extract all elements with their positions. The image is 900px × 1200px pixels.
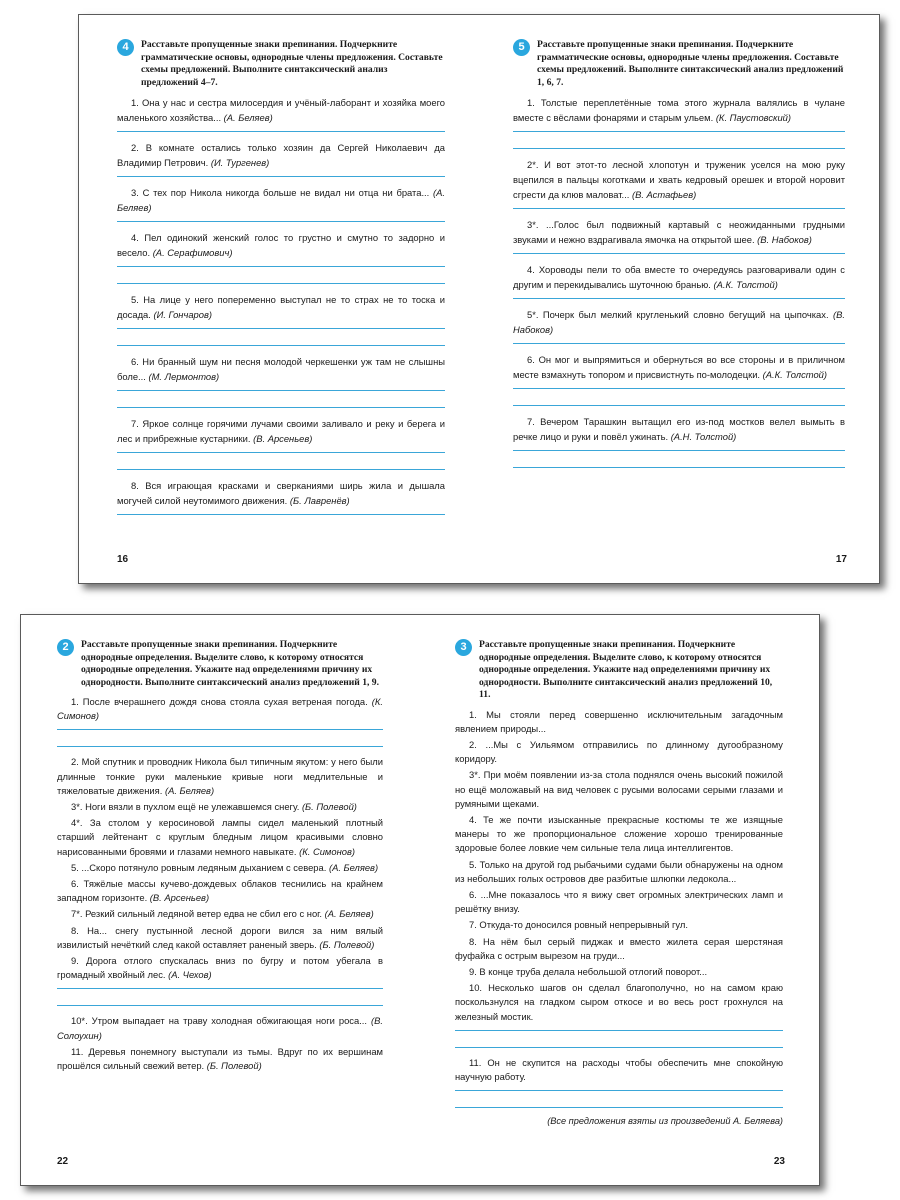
answer-line bbox=[117, 452, 445, 453]
page-number: 22 bbox=[57, 1156, 69, 1167]
sentence-author: (А. Беляев) bbox=[324, 908, 374, 920]
answer-line bbox=[117, 221, 445, 222]
exercise-item bbox=[117, 416, 445, 470]
exercise-item bbox=[513, 414, 845, 468]
answer-line bbox=[117, 283, 445, 284]
sentence-author: (Б. Полевой) bbox=[206, 1060, 262, 1072]
sentence-text: 4. Пел одинокий женский голос то грустно и смутно то задорно и весело. bbox=[117, 232, 445, 258]
answer-lines bbox=[117, 514, 445, 515]
answer-lines bbox=[117, 266, 445, 284]
answer-lines bbox=[513, 388, 845, 406]
sentence-text: 6. Он мог и выпрямиться и обернуться во все стороны и в приличном месте взмахнуть топором и присвистнуть по-молодецки. bbox=[513, 354, 845, 380]
sentence-text: 1. После вчерашнего дождя снова стояла сухая ветреная погода. bbox=[71, 696, 368, 707]
sentence-text: 11. Деревья понемногу выступали из тьмы. Вдруг по их вершинам прошёлся сильный свежий ветер. bbox=[57, 1045, 383, 1072]
answer-lines bbox=[455, 1090, 783, 1108]
sentence-author: (А. Беляев) bbox=[164, 784, 215, 796]
exercise-item: 1. Мы стояли перед совершенно исключительным загадочным явлением природы... bbox=[455, 708, 783, 734]
answer-lines bbox=[57, 729, 383, 747]
exercise-item bbox=[57, 954, 383, 1006]
answer-line bbox=[513, 405, 845, 406]
exercise-item bbox=[513, 217, 845, 254]
answer-lines bbox=[513, 343, 845, 344]
sentence-author: (А.К. Толстой) bbox=[713, 279, 778, 290]
exercise-item bbox=[57, 755, 383, 798]
exercise-item bbox=[117, 478, 445, 515]
book-spread-22-23 bbox=[20, 614, 820, 1186]
sentence-author: (В. Арсеньев) bbox=[253, 433, 313, 444]
sentence-author: (М. Лермонтов) bbox=[148, 371, 220, 382]
exercise-item: 9. В конце труба делала небольшой отлогий поворот... bbox=[469, 965, 708, 977]
sentence-text: 7*. Резкий сильный ледяной ветер едва не сбил его с ног. bbox=[71, 908, 323, 920]
sentence-author: (В. Набоков) bbox=[513, 309, 845, 335]
exercise-item bbox=[57, 1045, 383, 1073]
sentence-author: (Б. Полевой) bbox=[301, 801, 357, 813]
task-instruction: Расставьте пропущенные знаки препинания. Подчеркните грамматические основы, однородные члены предложения. Составьте схемы предложений. Выполните синтаксический анализ предложений 4–7. bbox=[141, 39, 443, 88]
answer-line bbox=[513, 253, 845, 254]
sentence-text: 3. С тех пор Никола никогда больше не видал ни отца ни брата... bbox=[131, 187, 430, 198]
answer-lines bbox=[117, 390, 445, 408]
exercise-item bbox=[513, 157, 845, 209]
answer-lines bbox=[117, 328, 445, 346]
sentence-author: (К. Симонов) bbox=[57, 696, 384, 722]
sentence-text: 2. В комнате остались только хозяин да Сергей Николаевич да Владимир Петрович. bbox=[117, 142, 445, 168]
sentence-text: 3*. Ноги вязли в пухлом ещё не улежавшемся снегу. bbox=[71, 801, 300, 813]
sentence-text: 2*. И вот этот-то лесной хлопотун и труженик уселся на мою руку вцепился в пальцы коготками и хвать кедровый орешек и второй норовит сгрести да клюв маловат... bbox=[513, 159, 845, 200]
exercise-item: 3*. При моём появлении из-за стола поднялся очень высокий пожилой но ещё моложавый на вид человек с русыми волосами серыми глазами и румяными щеками. bbox=[455, 769, 783, 809]
answer-line bbox=[455, 1090, 783, 1091]
sentence-text: 7. Яркое солнце горячими лучами своими заливало и реку и берега и лес и прибрежные кустарники. bbox=[117, 418, 445, 444]
task-header-2 bbox=[57, 639, 383, 689]
answer-line bbox=[117, 390, 445, 391]
task-number-badge: 2 bbox=[57, 639, 74, 656]
answer-line bbox=[513, 450, 845, 451]
sentence-author: (В. Астафьев) bbox=[631, 189, 697, 200]
sentence-author: (А. Беляев) bbox=[117, 187, 446, 213]
exercise-item bbox=[513, 95, 845, 149]
task-instruction: Расставьте пропущенные знаки препинания. Подчеркните однородные определения. Выделите слово, к которому относятся однородные определения. Укажите над определениями причину их однородности. Выполните синтаксический анализ предложений 10, 11. bbox=[479, 639, 773, 700]
answer-line bbox=[455, 1047, 783, 1048]
answer-line bbox=[57, 746, 383, 747]
sentence-text: 5. На лице у него попеременно выступал не то страх не то тоска и досада. bbox=[117, 294, 445, 320]
answer-lines bbox=[513, 208, 845, 209]
exercise-item bbox=[57, 695, 383, 747]
page-number: 16 bbox=[117, 554, 129, 565]
sentence-author: (Б. Полевой) bbox=[319, 938, 375, 950]
sentence-text: 11. Он не скупится на расходы чтобы обеспечить мне спокойную научную работу. bbox=[455, 1056, 783, 1082]
answer-line bbox=[117, 176, 445, 177]
sentence-author: (К. Симонов) bbox=[299, 845, 355, 857]
answer-lines bbox=[513, 298, 845, 299]
answer-line bbox=[455, 1030, 783, 1031]
answer-lines bbox=[513, 131, 845, 149]
exercise-item: 2. ...Мы с Уильямом отправились по длинному дугообразному коридору. bbox=[455, 738, 783, 765]
sentence-text: 6. Тяжёлые массы кучево-дождевых облаков теснились на крайнем западном горизонте. bbox=[57, 878, 383, 904]
exercise-item bbox=[513, 352, 845, 406]
answer-lines bbox=[117, 452, 445, 470]
book-spread-16-17 bbox=[78, 14, 880, 584]
task-instruction: Расставьте пропущенные знаки препинания. Подчеркните однородные определения. Выделите слово, к которому относятся однородные определения. Укажите над определениями причину их однородности. Выполните синтаксический анализ предложений 1, 9. bbox=[81, 639, 379, 688]
sentence-text: 9. Дорога отлого спускалась вниз по бугру и потом убегала в громадный хвойный лес. bbox=[57, 955, 383, 981]
task-number-badge: 3 bbox=[455, 639, 472, 656]
answer-line bbox=[513, 208, 845, 209]
sentence-text: 7. Вечером Тарашкин вытащил его из-под мостков велел вымыть в речке лицо и руки и повёл ужинать. bbox=[513, 416, 845, 442]
answer-line bbox=[117, 345, 445, 346]
answer-line bbox=[455, 1107, 783, 1108]
sentence-text: 8. Вся играющая красками и сверканиями ширь жила и дышала могучей силой неутомимого движения. bbox=[117, 480, 445, 506]
answer-line bbox=[117, 514, 445, 515]
exercise-item bbox=[57, 877, 383, 905]
task-header-5 bbox=[513, 39, 845, 89]
sentence-author: (А.Н. Толстой) bbox=[670, 431, 737, 442]
exercise-item: 5. Только на другой год рыбачьими судами были обнаружены на одном из небольших голых островов две разбитые шлюпки ледокола... bbox=[455, 858, 783, 884]
page-number: 23 bbox=[773, 1156, 785, 1167]
answer-lines bbox=[117, 221, 445, 222]
answer-line bbox=[117, 407, 445, 408]
answer-line bbox=[57, 729, 383, 730]
exercise-item bbox=[513, 307, 845, 344]
answer-lines bbox=[513, 450, 845, 468]
answer-line bbox=[513, 343, 845, 344]
exercise-item bbox=[455, 1056, 783, 1108]
sentence-text: 1. Она у нас и сестра милосердия и учёный-лаборант и хозяйка моего маленького хозяйства... bbox=[117, 97, 445, 123]
exercise-item bbox=[57, 800, 383, 814]
task-header-4 bbox=[117, 39, 445, 89]
answer-line bbox=[513, 131, 845, 132]
exercise-item: 4. Те же почти изысканные прекрасные костюмы те же изящные манеры то же пропорциональное сложение хорошо тренированные здоровые более ловкие чем сильные тела лица интеллигентов. bbox=[455, 813, 783, 854]
sentence-author: (А. Чехов) bbox=[168, 969, 212, 981]
source-note: (Все предложения взяты из произведений А. Беляева) bbox=[547, 1116, 783, 1127]
exercise-item bbox=[117, 185, 445, 222]
sentence-author: (В. Арсеньев) bbox=[149, 892, 210, 904]
exercise-item bbox=[513, 262, 845, 299]
answer-line bbox=[513, 148, 845, 149]
exercise-item bbox=[57, 816, 383, 859]
page-number: 17 bbox=[835, 554, 847, 565]
sentence-author: (А. Серафимович) bbox=[152, 247, 233, 258]
sentence-author: (Б. Лавренёв) bbox=[289, 495, 350, 506]
sentence-author: (А. Беляев) bbox=[223, 112, 273, 123]
exercise-item bbox=[455, 981, 783, 1048]
task-instruction: Расставьте пропущенные знаки препинания. Подчеркните грамматические основы, однородные члены предложения. Составьте схемы предложений. Выполните синтаксический анализ предложений 1, 6, 7. bbox=[537, 39, 844, 88]
answer-line bbox=[57, 988, 383, 989]
sentence-text: 4. Хороводы пели то оба вместе то очередуясь разговаривали один с другим и перекидывались шуточною бранью. bbox=[513, 264, 845, 290]
sentence-text: 6. Ни бранный шум ни песня молодой черкешенки уж там не слышны боле... bbox=[117, 356, 445, 382]
task-number-badge: 5 bbox=[513, 39, 530, 56]
sentence-text: 5*. Почерк был мелкий кругленький словно бегущий на цыпочках. bbox=[527, 309, 829, 320]
sentence-text: 10*. Утром выпадает на траву холодная обжигающая ноги роса... bbox=[71, 1015, 368, 1027]
answer-lines bbox=[513, 253, 845, 254]
exercise-item: 7. Откуда-то доносился ровный непрерывный гул. bbox=[469, 919, 688, 931]
task-header-3 bbox=[455, 639, 783, 702]
page-22 bbox=[57, 639, 383, 1185]
sentence-author: (В. Солоухин) bbox=[57, 1015, 383, 1041]
exercise-item bbox=[117, 140, 445, 177]
answer-line bbox=[513, 388, 845, 389]
exercise-item bbox=[57, 1014, 383, 1042]
exercise-item bbox=[117, 230, 445, 284]
exercise-item: 8. На нём был серый пиджак и вместо жилета серая шерстяная фуфайка с острым вырезом на груди... bbox=[455, 935, 783, 961]
answer-line bbox=[513, 467, 845, 468]
sentence-author: (И. Гончаров) bbox=[153, 309, 212, 320]
exercise-item bbox=[57, 907, 383, 921]
answer-line bbox=[117, 469, 445, 470]
answer-line bbox=[57, 1005, 383, 1006]
exercise-item: 6. ...Мне показалось что я вижу свет огромных электрических ламп и решётку внизу. bbox=[455, 888, 783, 915]
exercise-item bbox=[117, 354, 445, 408]
sentence-text: 10. Несколько шагов он сделал благополучно, но на самом краю поскользнулся на гладком сыром откосе и во весь рост грохнулся на железный мостик. bbox=[455, 982, 783, 1022]
exercise-item bbox=[57, 861, 383, 875]
task-number-badge: 4 bbox=[117, 39, 134, 56]
sentence-author: (В. Набоков) bbox=[757, 234, 812, 245]
page-23 bbox=[455, 639, 783, 1185]
answer-line bbox=[117, 266, 445, 267]
sentence-text: 8. На... снегу пустынной лесной дороги вился за ним вялый извилистый нечёткий след какой оставляет раненый зверь. bbox=[57, 924, 383, 950]
answer-line bbox=[117, 328, 445, 329]
answer-line bbox=[117, 131, 445, 132]
sentence-text: 1. Толстые переплетённые тома этого журнала валялись в чулане вместе с вёслами фонарями и старым ульем. bbox=[513, 97, 845, 123]
sentence-author: (И. Тургенев) bbox=[210, 157, 270, 168]
sentence-text: 2. Мой спутник и проводник Никола был типичным якутом: у него были длинные тонкие руки маленькие кривые ноги медлительные и тяжеловатые движения. bbox=[57, 756, 383, 796]
answer-lines bbox=[117, 131, 445, 132]
answer-lines bbox=[117, 176, 445, 177]
page-17 bbox=[513, 39, 845, 583]
sentence-text: 3*. ...Голос был подвижный картавый с неожиданными грудными звуками и нежно вздрагивала ямочка на открытой шее. bbox=[513, 219, 845, 245]
answer-lines bbox=[57, 988, 383, 1006]
exercise-item bbox=[117, 95, 445, 132]
sentence-text: 5. ...Скоро потянуло ровным ледяным дыханием с севера. bbox=[71, 861, 327, 873]
exercise-item bbox=[117, 292, 445, 346]
answer-line bbox=[513, 298, 845, 299]
sentence-author: (А. Беляев) bbox=[328, 861, 379, 873]
page-16 bbox=[117, 39, 445, 583]
sentence-author: (А.К. Толстой) bbox=[762, 369, 828, 380]
exercise-item bbox=[57, 924, 383, 952]
sentence-author: (К. Паустовский) bbox=[715, 112, 792, 123]
sentence-text: 4*. За столом у керосиновой лампы сидел маленький плотный старший лейтенант с круглым бледным лицом красивыми словно нарисованными бровями и глазами немного навыкате. bbox=[57, 817, 383, 857]
answer-lines bbox=[455, 1030, 783, 1048]
